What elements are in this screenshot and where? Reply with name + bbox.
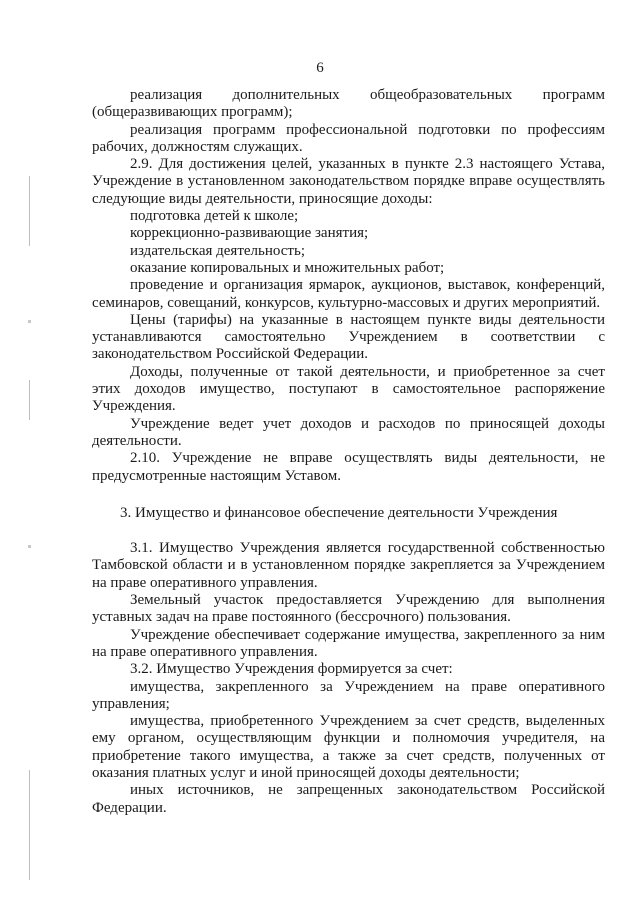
paragraph: имущества, приобретенного Учреждением за счет средств, выделенных ему органом, осуществляющим функции и полномочия учредителя, на приобретение такого имущества, а также за счет средств, полученных от оказания платных услуг и иной приносящей доходы деятельности;	[92, 713, 605, 781]
paragraph: Земельный участок предоставляется Учреждению для выполнения уставных задач на праве постоянного (бессрочного) пользования.	[92, 592, 605, 626]
paragraph: 3.1. Имущество Учреждения является государственной собственностью Тамбовской области и в установленном порядке закрепляется за Учреждением на праве оперативного управления.	[92, 540, 605, 591]
paragraph: проведение и организация ярмарок, аукционов, выставок, конференций, семинаров, совещаний, конкурсов, культурно-массовых и других мероприятий.	[92, 277, 605, 311]
document-body	[92, 87, 605, 817]
section-heading: 3. Имущество и финансовое обеспечение деятельности Учреждения	[120, 504, 558, 521]
paragraph: реализация дополнительных общеобразовательных программ (общеразвивающих программ);	[92, 87, 605, 121]
scan-speck	[28, 545, 31, 548]
paragraph: 2.9. Для достижения целей, указанных в пункте 2.3 настоящего Устава, Учреждение в установленном законодательством порядке вправе осуществлять следующие виды деятельности, приносящие доходы:	[92, 156, 605, 207]
paragraph: 2.10. Учреждение не вправе осуществлять виды деятельности, не предусмотренные настоящим Уставом.	[92, 450, 605, 484]
paragraph: подготовка детей к школе;	[130, 208, 299, 225]
paragraph: издательская деятельность;	[130, 242, 305, 259]
scan-margin-mark	[29, 770, 30, 880]
paragraph: Цены (тарифы) на указанные в настоящем пункте виды деятельности устанавливаются самостоятельно Учреждением в соответствии с законодательством Российской Федерации.	[92, 311, 605, 363]
page-number: 6	[316, 60, 324, 76]
scan-speck	[28, 320, 31, 323]
paragraph: имущества, закрепленного за Учреждением на праве оперативного управления;	[92, 678, 605, 712]
paragraph: 3.2. Имущество Учреждения формируется за счет:	[130, 661, 453, 678]
paragraph: реализация программ профессиональной подготовки по профессиям рабочих, должностям служащих.	[92, 121, 605, 155]
paragraph: оказание копировальных и множительных работ;	[130, 259, 445, 276]
paragraph: Доходы, полученные от такой деятельности, и приобретенное за счет этих доходов имущество, поступают в самостоятельное распоряжение Учреждения.	[92, 363, 605, 415]
paragraph: Учреждение обеспечивает содержание имущества, закрепленного за ним на праве оперативного управления.	[92, 626, 605, 660]
scan-margin-mark	[29, 176, 30, 246]
scan-margin-mark	[29, 380, 30, 420]
paragraph: иных источников, не запрещенных законодательством Российской Федерации.	[92, 782, 605, 816]
paragraph: коррекционно-развивающие занятия;	[130, 225, 369, 242]
paragraph: Учреждение ведет учет доходов и расходов по приносящей доходы деятельности.	[92, 415, 605, 449]
